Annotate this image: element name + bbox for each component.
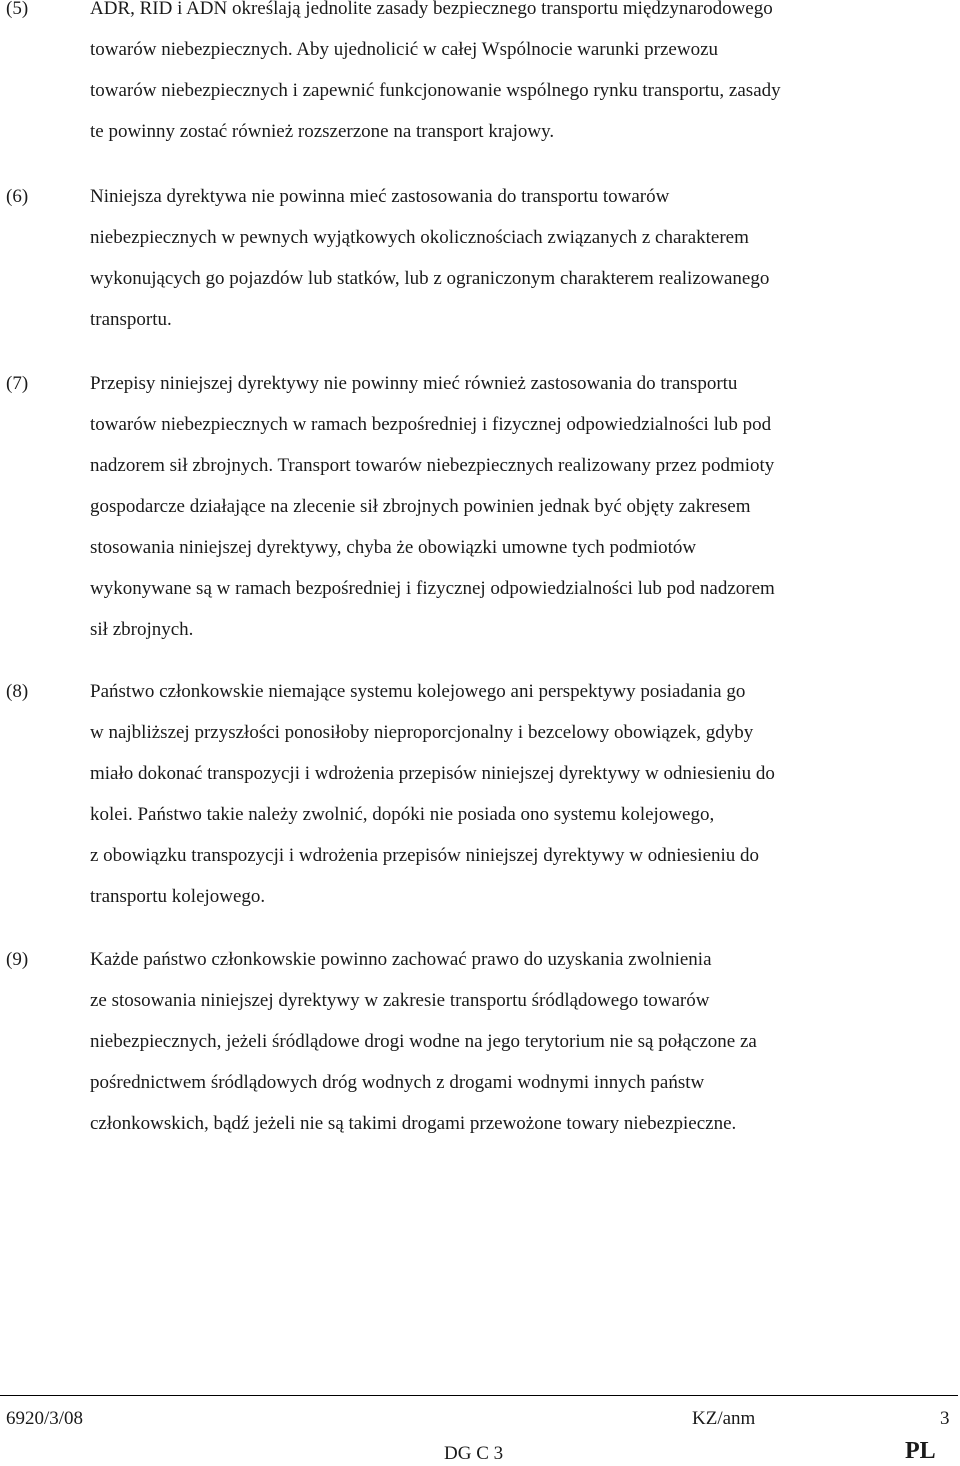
- recital-line: z obowiązku transpozycji i wdrożenia przepisów niniejszej dyrektywy w odniesieniu do: [90, 845, 760, 866]
- recital-line: Niniejsza dyrektywa nie powinna mieć zastosowania do transportu towarów: [90, 186, 670, 207]
- recital-line: transportu kolejowego.: [90, 886, 266, 907]
- recital-line: w najbliższej przyszłości ponosiłoby nieproporcjonalny i bezcelowy obowiązek, gdyby: [90, 722, 754, 743]
- footer-divider: [0, 1395, 958, 1396]
- recital-number: (6): [6, 186, 29, 207]
- drafter-initials: KZ/anm: [692, 1408, 756, 1429]
- recital-line: ze stosowania niniejszej dyrektywy w zakresie transportu śródlądowego towarów: [90, 990, 710, 1011]
- page-number: 3: [940, 1408, 950, 1429]
- recital-line: sił zbrojnych.: [90, 619, 194, 640]
- recital-line: Każde państwo członkowskie powinno zachować prawo do uzyskania zwolnienia: [90, 949, 712, 970]
- recital-line: Państwo członkowskie niemające systemu kolejowego ani perspektywy posiadania go: [90, 681, 746, 702]
- recital-line: towarów niebezpiecznych w ramach bezpośredniej i fizycznej odpowiedzialności lub pod: [90, 414, 772, 435]
- recital-line: wykonujących go pojazdów lub statków, lub z ograniczonym charakterem realizowanego: [90, 268, 770, 289]
- recital-line: niebezpiecznych w pewnych wyjątkowych okolicznościach związanych z charakterem: [90, 227, 749, 248]
- recital-line: Przepisy niniejszej dyrektywy nie powinny mieć również zastosowania do transportu: [90, 373, 738, 394]
- recital-line: ADR, RID i ADN określają jednolite zasady bezpiecznego transportu międzynarodowego: [90, 0, 773, 19]
- recital-line: miało dokonać transpozycji i wdrożenia przepisów niniejszej dyrektywy w odniesieniu do: [90, 763, 775, 784]
- recital-number: (5): [6, 0, 29, 19]
- recital-number: (7): [6, 373, 29, 394]
- recital-number: (9): [6, 949, 29, 970]
- recital-line: nadzorem sił zbrojnych. Transport towarów niebezpiecznych realizowany przez podmioty: [90, 455, 775, 476]
- recital-line: pośrednictwem śródlądowych dróg wodnych z drogami wodnymi innych państw: [90, 1072, 705, 1093]
- recital-line: stosowania niniejszej dyrektywy, chyba że obowiązki umowne tych podmiotów: [90, 537, 697, 558]
- recital-line: towarów niebezpiecznych. Aby ujednolicić w całej Wspólnocie warunki przewozu: [90, 39, 719, 60]
- recital-line: wykonywane są w ramach bezpośredniej i fizycznej odpowiedzialności lub pod nadzorem: [90, 578, 775, 599]
- recital-line: kolei. Państwo takie należy zwolnić, dopóki nie posiada ono systemu kolejowego,: [90, 804, 715, 825]
- recital-line: transportu.: [90, 309, 172, 330]
- directorate-code: DG C 3: [444, 1443, 504, 1464]
- recital-line: towarów niebezpiecznych i zapewnić funkcjonowanie wspólnego rynku transportu, zasady: [90, 80, 781, 101]
- recital-line: te powinny zostać również rozszerzone na transport krajowy.: [90, 121, 555, 142]
- recital-number: (8): [6, 681, 29, 702]
- recital-line: członkowskich, bądź jeżeli nie są takimi drogami przewożone towary niebezpieczne.: [90, 1113, 737, 1134]
- recital-line: gospodarcze działające na zlecenie sił zbrojnych powinien jednak być objęty zakresem: [90, 496, 751, 517]
- recital-line: niebezpiecznych, jeżeli śródlądowe drogi wodne na jego terytorium nie są połączone za: [90, 1031, 757, 1052]
- document-reference: 6920/3/08: [6, 1408, 84, 1429]
- language-code: PL: [905, 1438, 936, 1464]
